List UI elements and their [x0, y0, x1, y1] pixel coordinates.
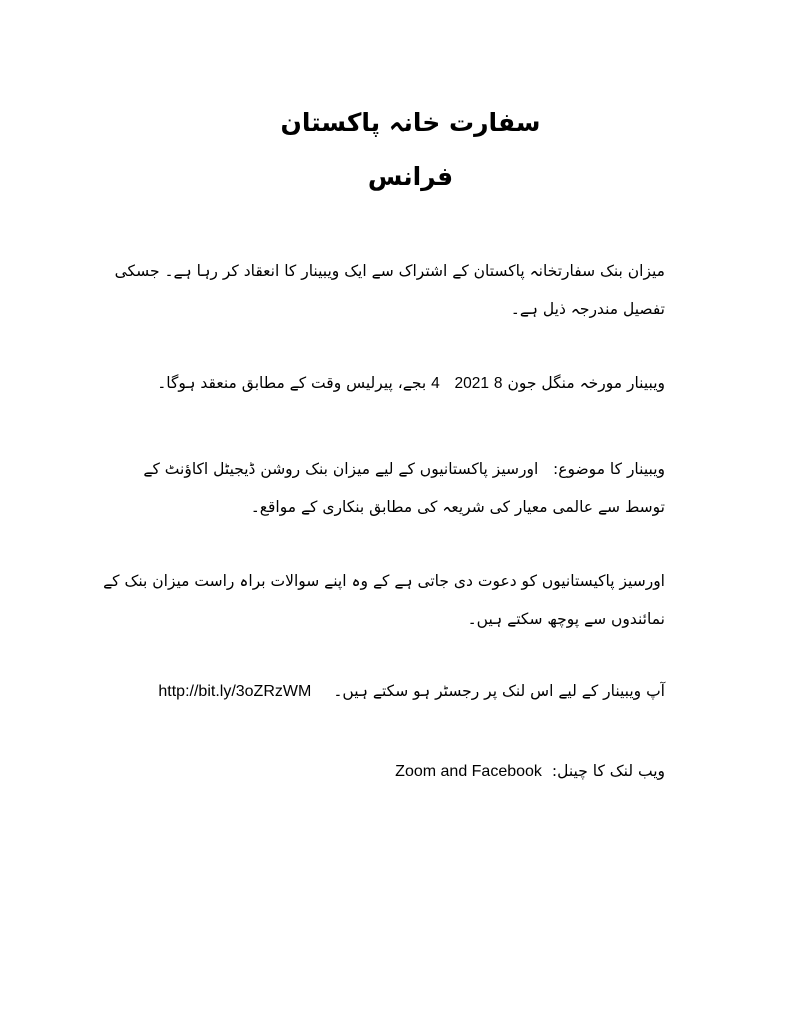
topic-paragraph — [100, 450, 665, 526]
intro-paragraph: میزان بنک سفارتخانہ پاکستان کے اشتراک سے ایک ویبینار کا انعقاد کر رہا ہے۔ جسکی تفصیل مندرجہ ذیل ہے۔ — [114, 262, 665, 318]
registration-row — [158, 676, 665, 707]
page-subtitle: فرانس — [367, 162, 454, 191]
date-year: 2021 — [454, 375, 489, 392]
time-hour: 4 — [431, 375, 440, 392]
date-time-paragraph — [100, 364, 665, 403]
page-title: سفارت خانہ پاکستان — [280, 108, 541, 137]
channel-row — [395, 756, 665, 787]
topic-label: ویبینار کا موضوع: — [553, 460, 665, 478]
registration-link[interactable]: http://bit.ly/3oZRzWM — [158, 683, 312, 700]
registration-text: آپ ویبینار کے لیے اس لنک پر رجسٹر ہو سکتے ہیں۔ — [333, 682, 665, 700]
channel-label: ویب لنک کا چینل: — [551, 762, 665, 780]
topic-text: اورسیز پاکستانیوں کے لیے میزان بنک روشن ڈیجیٹل اکاؤنٹ کے توسط سے عالمی معیار کی شریعہ کی مطابق بنکاری کے مواقع۔ — [143, 460, 665, 516]
date-prefix: ویبینار مورخہ منگل جون — [507, 374, 665, 392]
time-suffix: بجے، پیرلیس وقت کے مطابق منعقد ہوگا۔ — [157, 374, 427, 392]
channel-value: Zoom and Facebook — [395, 763, 542, 780]
invitation-paragraph: اورسیز پاکیستانیوں کو دعوت دی جاتی ہے کے وہ اپنے سوالات براہ راست میزان بنک کے نمائندوں سے پوچھ سکتے ہیں۔ — [103, 572, 665, 628]
date-day: 8 — [493, 375, 503, 392]
